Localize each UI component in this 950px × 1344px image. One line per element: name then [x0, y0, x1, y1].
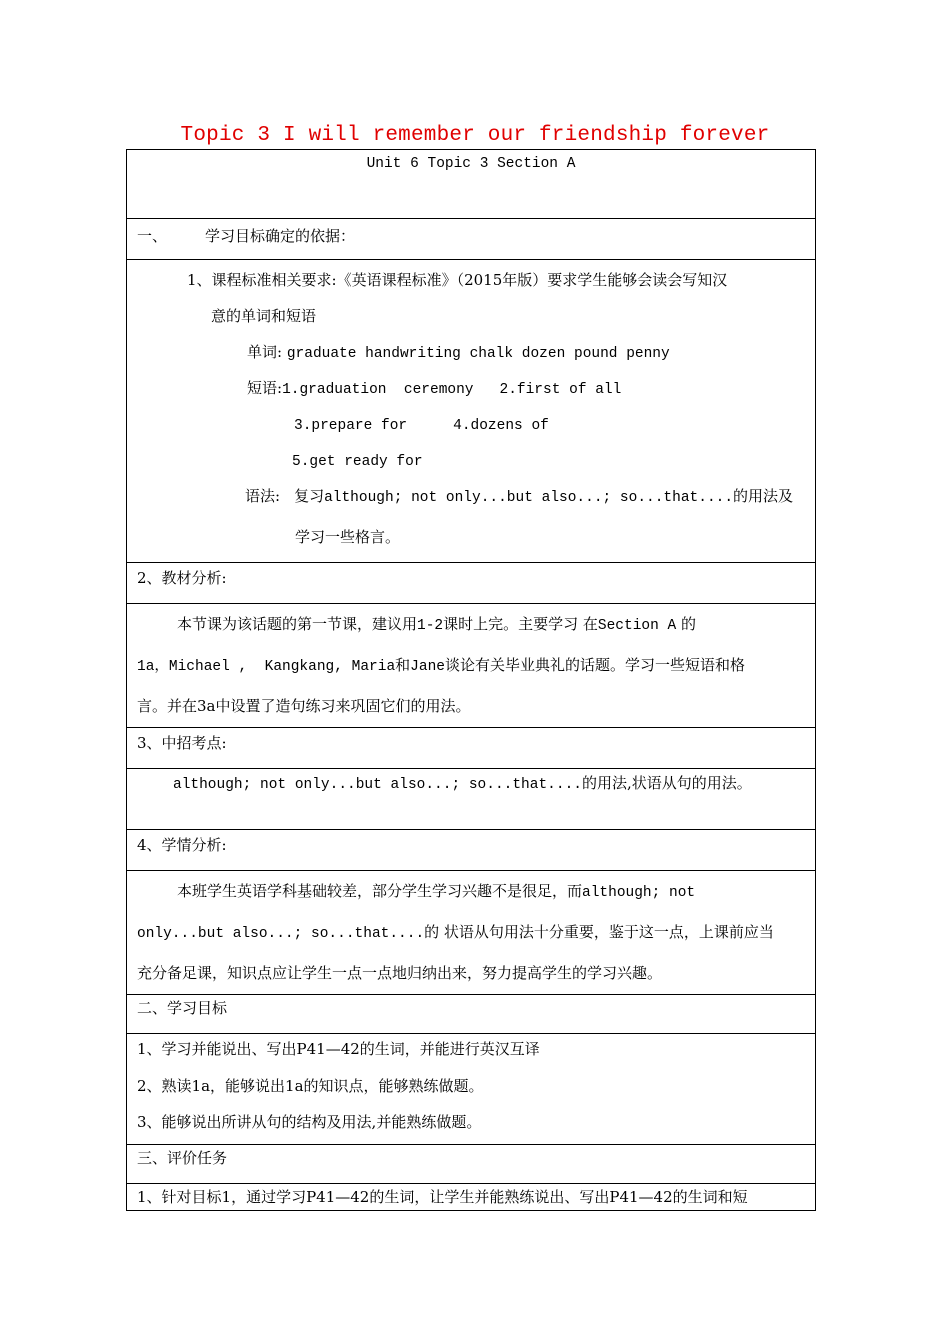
section3-line: [137, 769, 805, 797]
section2-heading: 2、教材分析:: [127, 563, 816, 604]
section2-line1-end: 的: [681, 615, 697, 633]
words-label: 单词:: [247, 343, 283, 361]
standard-requirement-line2: 意的单词和短语: [211, 307, 317, 325]
eval-body-row: [127, 1184, 816, 1211]
section2-heading-row: [127, 563, 816, 604]
section3-body-row: [127, 769, 816, 830]
section4-line2-mono: only...but also...; so...that....: [137, 926, 425, 942]
section2-line2: [137, 645, 805, 686]
section2-line1-text: 本节课为该话题的第一节课，建议用: [177, 615, 418, 633]
goal-item-2: 2、熟读1a，能够说出1a的知识点，能够熟练做题。: [137, 1077, 484, 1095]
section2-body-row: [127, 604, 816, 728]
grammar-line: [137, 478, 805, 514]
grammar-post: 的用法及: [733, 487, 794, 505]
section2-body: [127, 604, 816, 728]
eval-body: [127, 1184, 816, 1211]
goal-item-3: 3、能够说出所讲从句的结构及用法,并能熟练做题。: [137, 1113, 482, 1131]
grammar-line-2: 学习一些格言。: [295, 528, 401, 546]
section4-line1-mono: although; not: [582, 885, 696, 901]
section4-line1-text: 本班学生英语学科基础较差，部分学生学习兴趣不是很足，而: [177, 882, 583, 900]
goals-heading: 二、学习目标: [127, 995, 816, 1034]
goal-item-1: 1、学习并能说出、写出P41—42的生词，并能进行英汉互译: [137, 1040, 540, 1058]
phrase-2: 2.first of all: [499, 382, 622, 398]
phrases-line-2: [137, 406, 805, 442]
section1-number: 一、: [137, 227, 168, 245]
unit-header: Unit 6 Topic 3 Section A: [127, 150, 816, 219]
lesson-plan-table: [126, 149, 816, 1211]
grammar-pre: 复习: [294, 487, 325, 505]
section2-line3: 言。并在3a中设置了造句练习来巩固它们的用法。: [137, 697, 471, 715]
section2-section-ref: Section A: [597, 618, 677, 634]
goals-heading-row: [127, 995, 816, 1034]
section2-1a: 1a，: [137, 659, 169, 675]
section2-hours: 1-2: [417, 618, 444, 634]
phrases-label: 短语:: [247, 379, 283, 397]
section2-line1-text2: 课时上完。主要学习 在: [443, 615, 598, 633]
section4-heading: 4、学情分析:: [127, 830, 816, 871]
grammar-label: 语法:: [245, 487, 281, 505]
section3-body: [127, 769, 816, 830]
section4-line2-text: 的 状语从句用法十分重要，鉴于这一点，上课前应当: [424, 923, 774, 941]
standard-requirement-line1: 1、课程标准相关要求:《英语课程标准》（2015年版）要求学生能够会读会写知汉: [187, 271, 728, 289]
phrases-line-3: [137, 442, 805, 478]
section3-items: although; not only...but also...; so...that....: [173, 777, 582, 793]
goals-body: [127, 1034, 816, 1145]
section3-heading-row: [127, 728, 816, 769]
phrase-4: 4.dozens of: [453, 418, 549, 434]
section2-jane: Jane: [410, 659, 445, 675]
phrase-1: 1.graduation ceremony: [282, 382, 474, 398]
words-list: graduate handwriting chalk dozen pound penny: [286, 346, 670, 362]
phrases-line: [137, 370, 805, 406]
section2-and: 和: [395, 656, 411, 674]
grammar-items: although; not only...but also...; so...that....: [324, 490, 734, 506]
section2-line1: [137, 604, 805, 645]
section4-line1: [137, 871, 805, 912]
goals-body-row: [127, 1034, 816, 1145]
section3-heading: 3、中招考点:: [127, 728, 816, 769]
section1-heading: [127, 219, 816, 260]
section3-text: 的用法,状语从句的用法。: [581, 774, 752, 792]
header-row: [127, 150, 816, 219]
section1-title: 学习目标确定的依据：: [205, 227, 356, 245]
words-line: [137, 334, 805, 370]
eval-heading: 三、评价任务: [127, 1145, 816, 1184]
eval-item-1: 1、针对目标1，通过学习P41—42的生词，让学生并能熟练说出、写出P41—42的生词和短: [137, 1188, 748, 1206]
document-title: Topic 3 I will remember our friendship forever: [180, 124, 770, 147]
section1-heading-row: [127, 219, 816, 260]
phrase-5: 5.get ready for: [292, 454, 423, 470]
phrase-3: 3.prepare for: [294, 418, 408, 434]
section4-line2: [137, 912, 805, 953]
section4-heading-row: [127, 830, 816, 871]
section2-names: Michael , Kangkang, Maria: [168, 659, 396, 675]
section4-body: [127, 871, 816, 995]
section4-body-row: [127, 871, 816, 995]
section2-line2-text: 谈论有关毕业典礼的话题。学习一些短语和格: [444, 656, 745, 674]
section4-line3: 充分备足课，知识点应让学生一点一点地归纳出来，努力提高学生的学习兴趣。: [137, 964, 663, 982]
section1-body-row: [127, 260, 816, 563]
eval-heading-row: [127, 1145, 816, 1184]
section1-body: [127, 260, 816, 563]
